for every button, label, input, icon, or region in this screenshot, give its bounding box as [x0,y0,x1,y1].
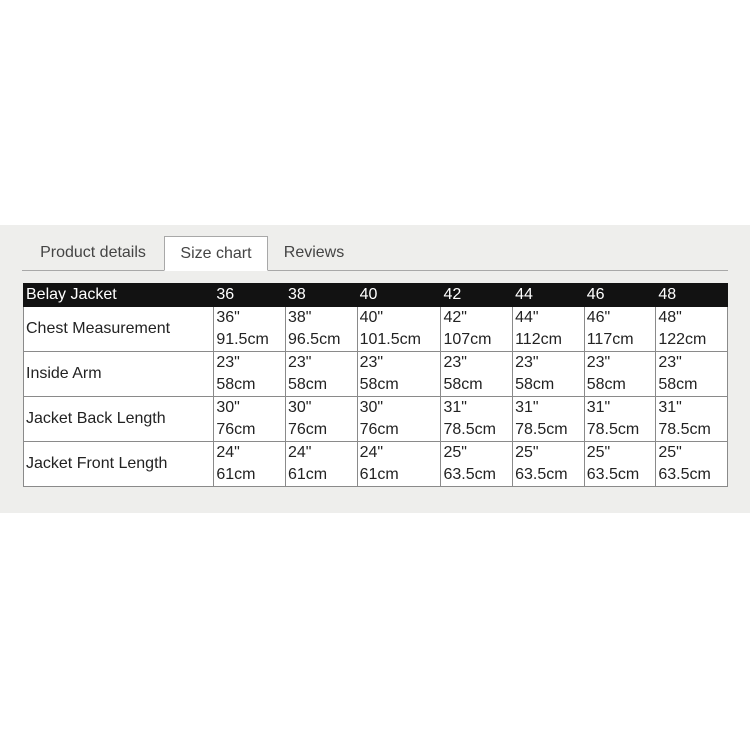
table-cell [441,442,513,487]
table-cell [357,307,441,352]
cell-inches: 31" [658,399,682,416]
table-row [24,307,728,352]
tab-bar [22,236,728,271]
cell-centimeters: 58cm [586,376,626,393]
cell-centimeters: 63.5cm [515,466,568,483]
cell-centimeters: 61cm [216,466,256,483]
cell-inches: 25" [443,444,467,461]
cell-centimeters: 58cm [359,376,399,393]
cell-inches: 24" [287,444,312,461]
cell-inches: 30" [287,399,312,416]
cell-centimeters: 78.5cm [586,421,640,438]
header-size: 42 [441,284,513,307]
row-label: Jacket Back Length [24,397,214,442]
cell-centimeters: 112cm [515,331,562,348]
cell-inches: 23" [515,354,539,371]
cell-inches: 25" [586,444,611,461]
cell-inches: 44" [515,309,539,326]
cell-centimeters: 63.5cm [586,466,640,483]
table-cell [357,442,441,487]
cell-inches: 23" [586,354,611,371]
table-body [24,307,728,487]
table-cell [656,397,728,442]
header-product-name: Belay Jacket [24,284,214,307]
cell-inches: 30" [216,399,240,416]
table-row [24,397,728,442]
header-size: 46 [584,284,656,307]
cell-inches: 48" [658,309,682,326]
table-cell [214,397,286,442]
cell-centimeters: 122cm [658,331,707,348]
row-label: Jacket Front Length [24,442,214,487]
cell-inches: 24" [359,444,384,461]
table-cell [214,442,286,487]
cell-inches: 40" [359,309,384,326]
product-info-panel [0,225,750,513]
table-header-row [24,284,728,307]
row-label: Chest Measurement [24,307,214,352]
cell-centimeters: 101.5cm [359,331,421,348]
table-cell [285,442,357,487]
cell-centimeters: 76cm [287,421,328,438]
header-size: 40 [357,284,441,307]
cell-centimeters: 58cm [515,376,555,393]
table-row [24,352,728,397]
cell-inches: 25" [658,444,682,461]
table-row [24,442,728,487]
cell-inches: 46" [586,309,611,326]
cell-centimeters: 58cm [287,376,328,393]
header-size: 38 [285,284,357,307]
row-label: Inside Arm [24,352,214,397]
cell-inches: 23" [287,354,312,371]
cell-inches: 23" [658,354,682,371]
table-cell [441,307,513,352]
table-cell [357,397,441,442]
cell-centimeters: 78.5cm [443,421,496,438]
cell-centimeters: 58cm [216,376,256,393]
cell-centimeters: 107cm [443,331,492,348]
table-cell [441,397,513,442]
cell-inches: 23" [359,354,384,371]
cell-inches: 30" [359,399,384,416]
table-cell [656,352,728,397]
cell-centimeters: 63.5cm [658,466,711,483]
header-size: 48 [656,284,728,307]
table-cell [441,352,513,397]
table-cell [285,397,357,442]
cell-inches: 23" [443,354,467,371]
cell-centimeters: 78.5cm [515,421,568,438]
cell-inches: 31" [443,399,467,416]
cell-centimeters: 63.5cm [443,466,496,483]
table-cell [584,307,656,352]
cell-inches: 31" [586,399,611,416]
cell-inches: 42" [443,309,467,326]
cell-centimeters: 76cm [216,421,256,438]
cell-centimeters: 96.5cm [287,331,341,348]
table-cell [656,307,728,352]
table-cell [513,352,585,397]
cell-centimeters: 78.5cm [658,421,711,438]
tab-product-details[interactable]: Product details [40,244,146,261]
table-cell [584,442,656,487]
cell-inches: 24" [216,444,240,461]
cell-centimeters: 76cm [359,421,399,438]
header-size: 44 [513,284,585,307]
table-cell [357,352,441,397]
tab-size-chart[interactable]: Size chart [164,236,268,271]
table-cell [584,352,656,397]
cell-centimeters: 58cm [658,376,698,393]
table-cell [513,442,585,487]
table-cell [214,352,286,397]
cell-centimeters: 117cm [586,331,634,348]
table-cell [285,352,357,397]
cell-inches: 36" [216,309,240,326]
cell-inches: 31" [515,399,539,416]
cell-centimeters: 61cm [359,466,399,483]
cell-inches: 23" [216,354,240,371]
header-size: 36 [214,284,286,307]
cell-centimeters: 58cm [443,376,483,393]
table-cell [285,307,357,352]
size-chart-table [23,283,728,487]
tab-reviews[interactable]: Reviews [283,244,345,261]
cell-inches: 25" [515,444,539,461]
table-cell [513,307,585,352]
cell-centimeters: 61cm [287,466,328,483]
cell-centimeters: 91.5cm [216,331,269,348]
table-cell [584,397,656,442]
table-cell [214,307,286,352]
cell-inches: 38" [287,309,312,326]
table-cell [656,442,728,487]
table-cell [513,397,585,442]
